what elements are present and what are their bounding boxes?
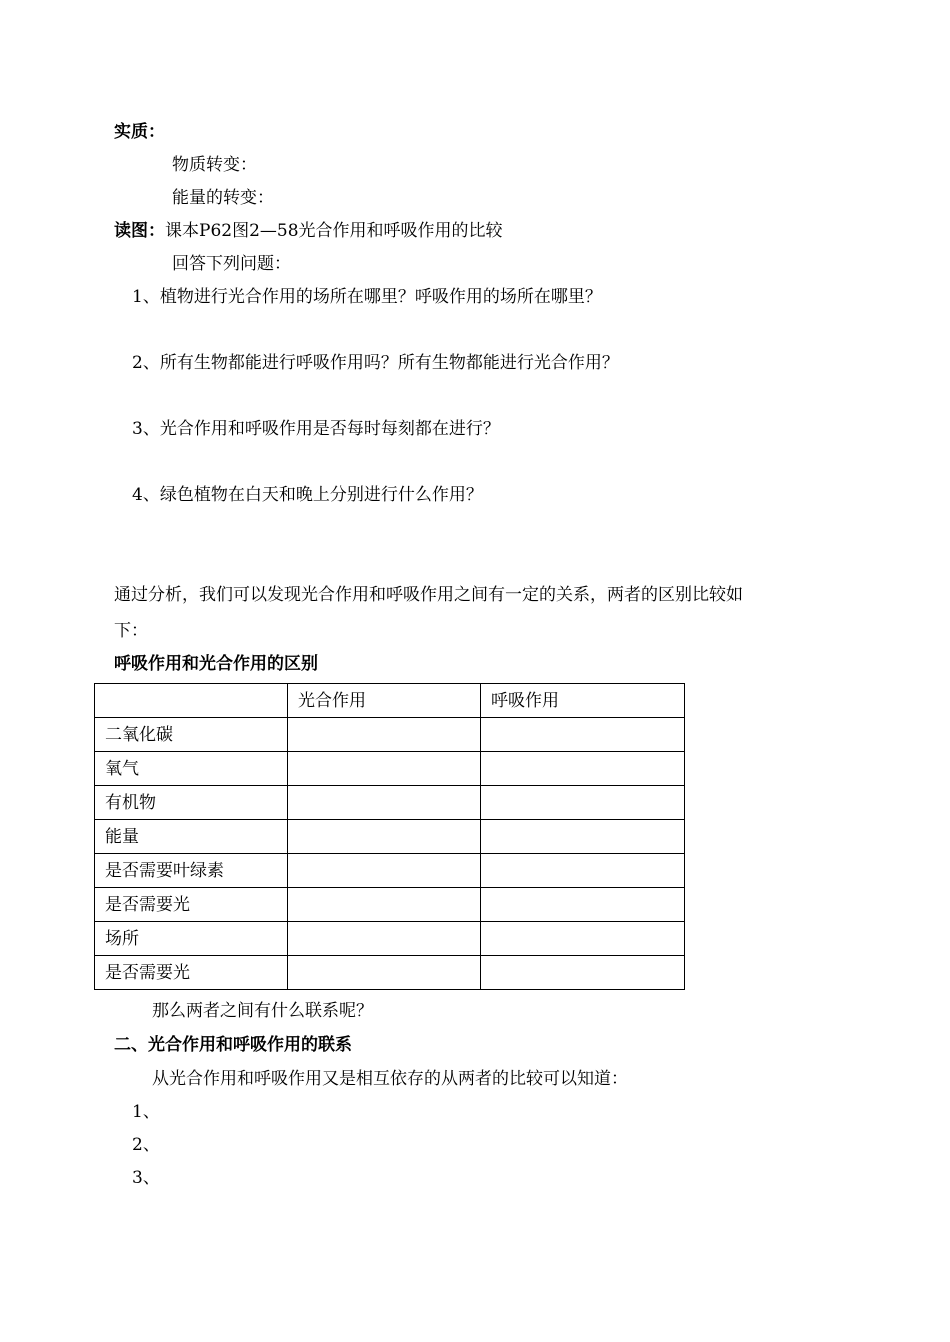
table-row: [95, 854, 685, 888]
essence-title: 实质：: [114, 122, 165, 142]
photosynthesis-cell[interactable]: [288, 922, 481, 956]
respiration-cell[interactable]: [481, 786, 685, 820]
section2-item-3: 3、: [132, 1168, 160, 1188]
photosynthesis-cell[interactable]: [288, 718, 481, 752]
section2-intro: 从光合作用和呼吸作用又是相互依存的从两者的比较可以知道：: [152, 1069, 628, 1089]
respiration-cell[interactable]: [481, 752, 685, 786]
table-row: [95, 956, 685, 990]
respiration-cell[interactable]: [481, 854, 685, 888]
respiration-cell[interactable]: [481, 956, 685, 990]
energy-transform-label: 能量的转变：: [172, 188, 274, 208]
comparison-table: [94, 683, 685, 990]
table-title: 呼吸作用和光合作用的区别: [114, 654, 318, 674]
photosynthesis-cell[interactable]: [288, 820, 481, 854]
followup-question: 那么两者之间有什么联系呢？: [152, 1001, 373, 1021]
respiration-cell[interactable]: [481, 718, 685, 752]
respiration-cell[interactable]: [481, 888, 685, 922]
photosynthesis-cell[interactable]: [288, 888, 481, 922]
table-header-row: [95, 684, 685, 718]
table-header-cell: [95, 684, 288, 718]
row-label: 是否需要光: [95, 956, 288, 990]
analysis-line-2: 下：: [114, 621, 148, 641]
reading-text: 课本P62图2—58光合作用和呼吸作用的比较: [165, 221, 503, 241]
table-row: [95, 718, 685, 752]
row-label: 有机物: [95, 786, 288, 820]
table-header-cell: 光合作用: [288, 684, 481, 718]
table-header-cell: 呼吸作用: [481, 684, 685, 718]
section2-item-1: 1、: [132, 1102, 160, 1122]
photosynthesis-cell[interactable]: [288, 854, 481, 888]
row-label: 是否需要光: [95, 888, 288, 922]
table-row: [95, 752, 685, 786]
photosynthesis-cell[interactable]: [288, 752, 481, 786]
table-row: [95, 922, 685, 956]
row-label: 是否需要叶绿素: [95, 854, 288, 888]
reading-prompt: 回答下列问题：: [172, 254, 291, 274]
respiration-cell[interactable]: [481, 820, 685, 854]
row-label: 场所: [95, 922, 288, 956]
question-2: 2、所有生物都能进行呼吸作用吗？所有生物都能进行光合作用？: [132, 353, 619, 373]
question-1: 1、植物进行光合作用的场所在哪里？呼吸作用的场所在哪里？: [132, 287, 602, 307]
photosynthesis-cell[interactable]: [288, 786, 481, 820]
row-label: 能量: [95, 820, 288, 854]
question-4: 4、绿色植物在白天和晚上分别进行什么作用？: [132, 485, 483, 505]
table-row: [95, 786, 685, 820]
material-transform-label: 物质转变：: [172, 155, 257, 175]
table-row: [95, 888, 685, 922]
photosynthesis-cell[interactable]: [288, 956, 481, 990]
respiration-cell[interactable]: [481, 922, 685, 956]
table-row: [95, 820, 685, 854]
reading-label: 读图：: [114, 221, 165, 241]
row-label: 二氧化碳: [95, 718, 288, 752]
reading-line: [114, 220, 503, 242]
section2-title: 二、光合作用和呼吸作用的联系: [114, 1035, 352, 1055]
question-3: 3、光合作用和呼吸作用是否每时每刻都在进行？: [132, 419, 500, 439]
row-label: 氧气: [95, 752, 288, 786]
analysis-line-1: 通过分析，我们可以发现光合作用和呼吸作用之间有一定的关系，两者的区别比较如: [114, 585, 743, 605]
section2-item-2: 2、: [132, 1135, 160, 1155]
